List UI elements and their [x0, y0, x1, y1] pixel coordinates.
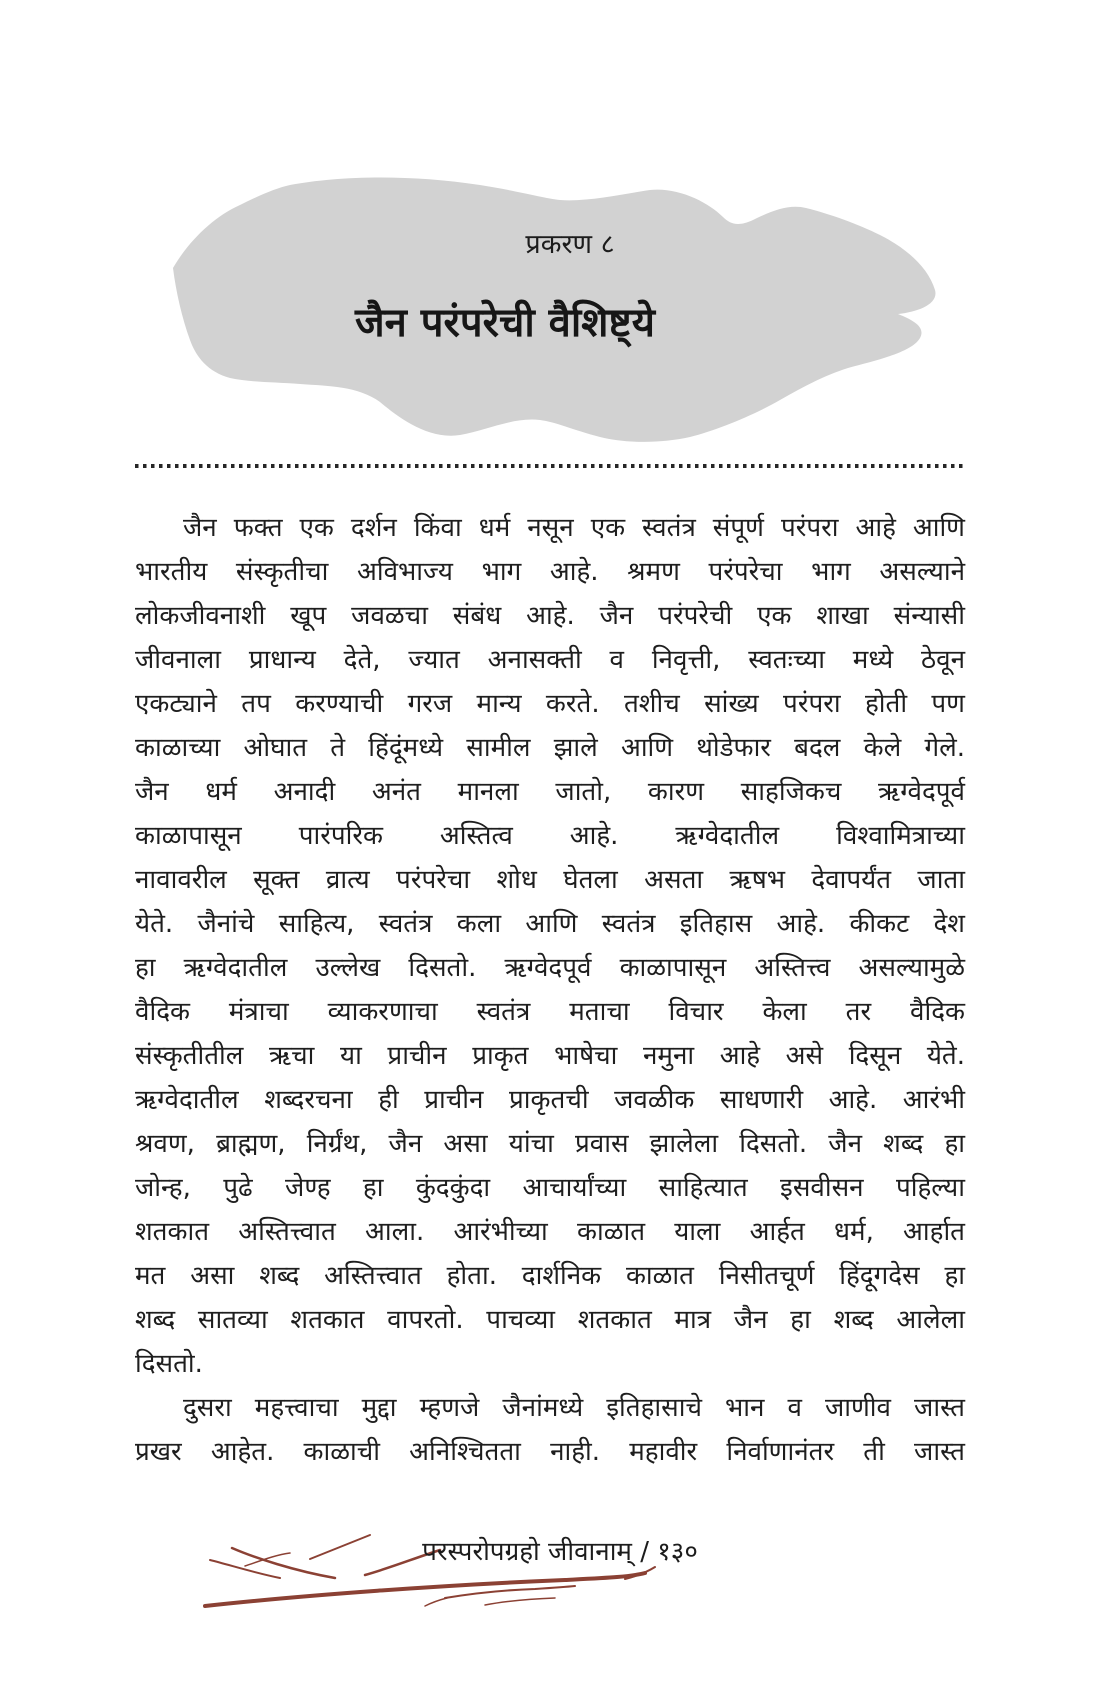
text-line: श्रवण, ब्राह्मण, निर्ग्रंथ, जैन असा यांचा प्रवास झालेला दिसतो. जैन शब्द हा: [135, 1129, 965, 1159]
text-line: वैदिक मंत्राचा व्याकरणाचा स्वतंत्र मताचा विचार केला तर वैदिक: [135, 997, 965, 1027]
text-line: जैन फक्त एक दर्शन किंवा धर्म नसून एक स्वतंत्र संपूर्ण परंपरा आहे आणि: [183, 513, 965, 543]
text-line: मत असा शब्द अस्तित्त्वात होता. दार्शनिक काळात निसीतचूर्ण हिंदूगदेस हा: [135, 1261, 965, 1291]
paragraph: [135, 506, 965, 1386]
text-line: दिसतो.: [135, 1349, 203, 1379]
dotted-separator: [135, 464, 965, 468]
text-line: येते. जैनांचे साहित्य, स्वतंत्र कला आणि स्वतंत्र इतिहास आहे. कीकट देश: [135, 909, 965, 939]
text-line: दुसरा महत्त्वाचा मुद्दा म्हणजे जैनांमध्ये इतिहासाचे भान व जाणीव जास्त: [183, 1393, 965, 1423]
text-line: काळाच्या ओघात ते हिंदूंमध्ये सामील झाले आणि थोडेफार बदल केले गेले.: [135, 733, 965, 763]
body-text: [135, 506, 965, 1474]
text-line: ऋग्वेदातील शब्दरचना ही प्राचीन प्राकृतची जवळीक साधणारी आहे. आरंभी: [135, 1085, 965, 1115]
text-line: जैन धर्म अनादी अनंत मानला जातो, कारण साहजिकच ऋग्वेदपूर्व: [135, 777, 965, 807]
paragraph: [135, 1386, 965, 1474]
text-line: शतकात अस्तित्त्वात आला. आरंभीच्या काळात याला आर्हत धर्म, आर्हात: [135, 1217, 965, 1247]
footer-separator: /: [631, 1537, 658, 1567]
running-footer: [350, 1534, 770, 1570]
text-line: जीवनाला प्राधान्य देते, ज्यात अनासक्ती व निवृत्ती, स्वतःच्या मध्ये ठेवून: [135, 645, 965, 675]
page-number: १३०: [657, 1537, 698, 1567]
page-title: जैन परंपरेची वैशिष्ट्ये: [354, 300, 655, 346]
text-line: हा ऋग्वेदातील उल्लेख दिसतो. ऋग्वेदपूर्व काळापासून अस्तित्त्व असल्यामुळे: [135, 953, 965, 983]
text-line: एकट्याने तप करण्याची गरज मान्य करते. तशीच सांख्य परंपरा होती पण: [135, 689, 965, 719]
text-line: भारतीय संस्कृतीचा अविभाज्य भाग आहे. श्रमण परंपरेचा भाग असल्याने: [135, 557, 965, 587]
chapter-number-label: प्रकरण ८: [525, 229, 615, 260]
text-line: नावावरील सूक्त व्रात्य परंपरेचा शोध घेतला असता ऋषभ देवापर्यंत जाता: [135, 865, 965, 895]
text-line: जोन्ह, पुढे जेण्ह हा कुंदकुंदा आचार्यांच्या साहित्यात इसवीसन पहिल्या: [135, 1173, 965, 1203]
footer-motto: परस्परोपग्रहो जीवानाम्: [422, 1537, 632, 1567]
text-line: शब्द सातव्या शतकात वापरतो. पाचव्या शतकात मात्र जैन हा शब्द आलेला: [135, 1305, 965, 1335]
text-line: संस्कृतीतील ऋचा या प्राचीन प्राकृत भाषेचा नमुना आहे असे दिसून येते.: [135, 1041, 965, 1071]
text-line: प्रखर आहेत. काळाची अनिश्चितता नाही. महावीर निर्वाणानंतर ती जास्त: [135, 1437, 965, 1467]
text-line: काळापासून पारंपरिक अस्तित्व आहे. ऋग्वेदातील विश्वामित्राच्या: [135, 821, 965, 851]
text-line: लोकजीवनाशी खूप जवळचा संबंध आहे. जैन परंपरेची एक शाखा संन्यासी: [135, 601, 965, 631]
